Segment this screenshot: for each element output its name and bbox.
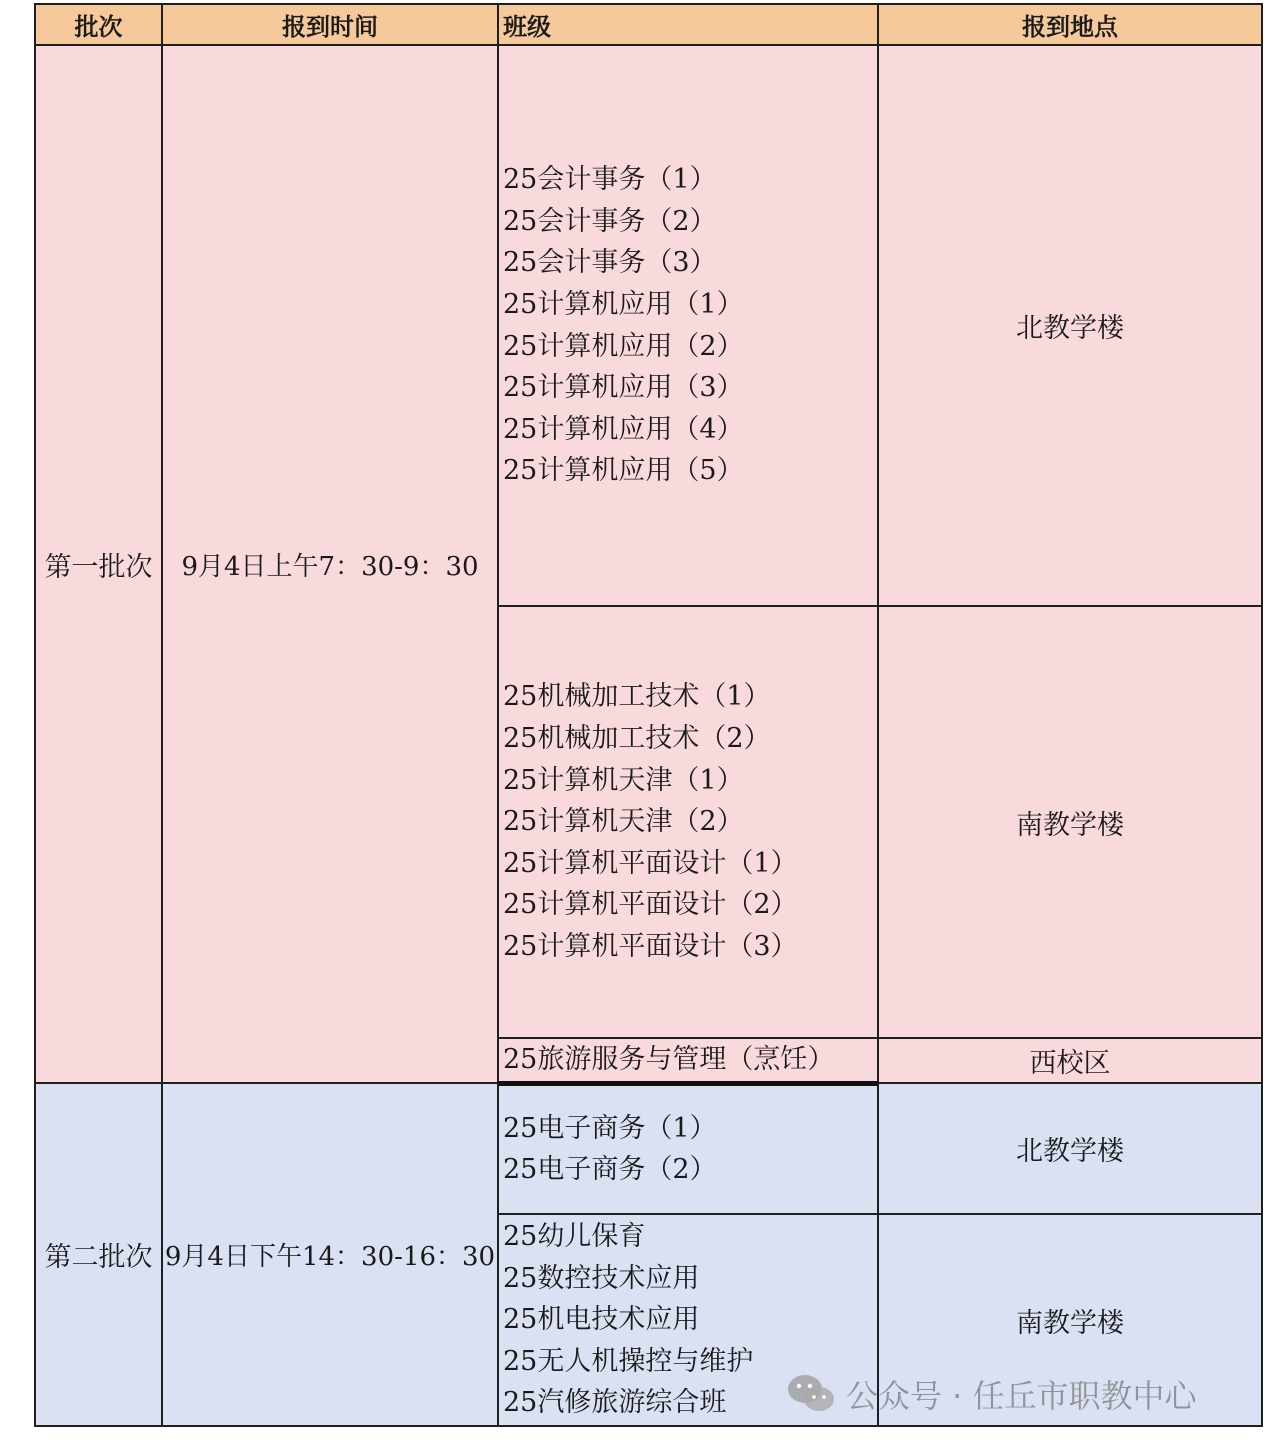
class-item: 25旅游服务与管理（烹饪） — [503, 1044, 835, 1075]
class-item: 25计算机平面设计（3） — [503, 930, 798, 962]
class-item: 25机械加工技术（2） — [503, 723, 771, 755]
watermark-text: 公众号 · 任丘市职教中心 — [846, 1377, 1197, 1415]
location-cell: 北教学楼 — [878, 45, 1262, 606]
class-list — [498, 1038, 878, 1083]
location-cell: 西校区 — [878, 1038, 1262, 1083]
table-row — [35, 45, 1262, 606]
table-row — [35, 1083, 1262, 1214]
class-item: 25计算机应用（5） — [503, 455, 744, 487]
class-list — [498, 45, 878, 606]
class-list — [498, 1083, 878, 1214]
header-location: 报到地点 — [878, 4, 1262, 45]
class-item: 25幼儿保育 — [503, 1221, 646, 1253]
batch-name: 第二批次 — [35, 1083, 162, 1426]
batch-time: 9月4日上午7：30-9：30 — [162, 45, 498, 1083]
class-item: 25计算机平面设计（1） — [503, 847, 798, 879]
class-list — [498, 606, 878, 1038]
class-item: 25汽修旅游综合班 — [503, 1387, 727, 1419]
header-batch: 批次 — [35, 4, 162, 45]
class-item: 25计算机应用（4） — [503, 413, 744, 445]
class-item: 25机电技术应用 — [503, 1304, 700, 1336]
class-item: 25计算机天津（1） — [503, 764, 744, 796]
class-item: 25会计事务（3） — [503, 247, 717, 279]
class-item: 25机械加工技术（1） — [503, 681, 771, 713]
class-item: 25会计事务（1） — [503, 164, 717, 196]
class-item: 25计算机平面设计（2） — [503, 889, 798, 921]
class-item: 25会计事务（2） — [503, 205, 717, 237]
watermark — [786, 1370, 1197, 1418]
class-item: 25无人机操控与维护 — [503, 1345, 754, 1377]
wechat-icon — [786, 1372, 836, 1416]
class-item: 25计算机应用（1） — [503, 288, 744, 320]
header-class: 班级 — [498, 4, 878, 45]
class-item: 25电子商务（2） — [503, 1154, 717, 1186]
header-time: 报到时间 — [162, 4, 498, 45]
class-item: 25电子商务（1） — [503, 1112, 717, 1144]
class-item: 25数控技术应用 — [503, 1262, 700, 1294]
header-row — [35, 4, 1262, 45]
location-cell: 北教学楼 — [878, 1083, 1262, 1214]
class-item: 25计算机应用（2） — [503, 330, 744, 362]
batch-time: 9月4日下午14：30-16：30 — [162, 1083, 498, 1426]
batch-name: 第一批次 — [35, 45, 162, 1083]
class-item: 25计算机应用（3） — [503, 372, 744, 404]
location-cell: 南教学楼 — [878, 1214, 1262, 1426]
class-item: 25计算机天津（2） — [503, 806, 744, 838]
location-cell: 南教学楼 — [878, 606, 1262, 1038]
registration-schedule-table — [34, 3, 1263, 1427]
